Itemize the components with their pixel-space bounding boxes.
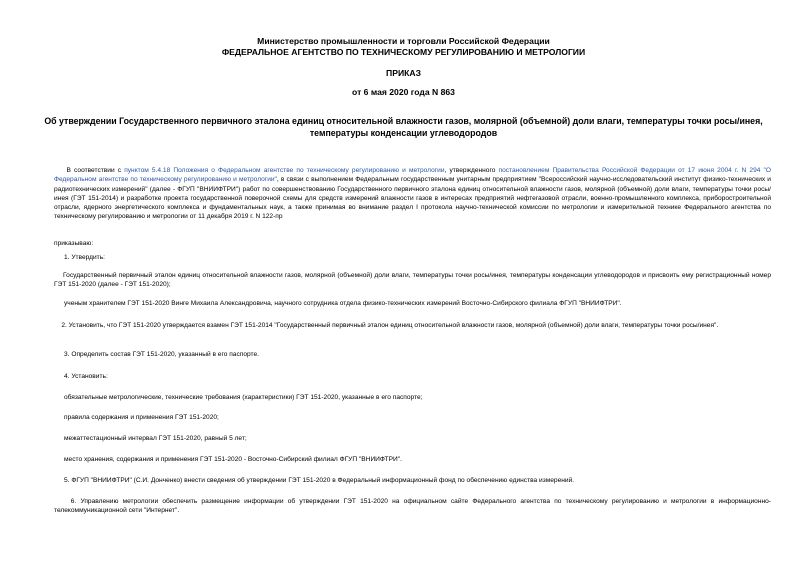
- document-title-line-2: температуры конденсации углеводородов: [309, 127, 498, 138]
- clause-1-standard: [54, 271, 771, 290]
- preamble-text-2: , утвержденного: [444, 167, 499, 174]
- clause-4: 4. Установить:: [64, 373, 108, 380]
- clause-1-standard-text: Государственный первичный эталон единиц относительной влажности газов, молярной (объемной) доли влаги, температуры точки росы/инея, температуры конденсации углеводородов и присвоить ему регистрационный номер ГЭТ 151-2020 (далее - ГЭТ 151-2020);: [54, 272, 772, 289]
- clause-2-text: 2. Установить, что ГЭТ 151-2020 утверждается взамен ГЭТ 151-2014 "Государственный первичный эталон единиц относительной влажности газов, молярной (объемной) доли влаги, температуры точки росы/инея".: [61, 322, 719, 329]
- clause-6-text: 6. Управлению метрологии обеспечить размещение информации об утверждении ГЭТ 151-2020 на официальном сайте Федерального агентства по техническому регулированию и метрологии в информационно-телекоммуникационной сети "Интернет".: [54, 498, 771, 515]
- document-date-number: от 6 мая 2020 года N 863: [352, 87, 455, 97]
- clause-5: 5. ФГУП "ВНИИФТРИ" (С.И. Донченко) внести сведения об утверждении ГЭТ 151-2020 в Федеральный информационный фонд по обеспечению единства измерений.: [64, 477, 575, 484]
- document-title: [40, 116, 767, 139]
- government-decree-link[interactable]: постановлением Правительства Российской Федерации от 17 июня 2004 г. N 294 "О Федеральном агентстве по техническому регулированию и метрологии": [54, 167, 772, 184]
- preamble-text-1: В соответствии с: [66, 167, 125, 174]
- clause-4-interval: межаттестационный интервал ГЭТ 151-2020, равный 5 лет;: [64, 435, 247, 442]
- clause-1-custodian: ученым хранителем ГЭТ 151-2020 Винге Михаила Александровича, научного сотрудника отдела физико-технических измерений Восточно-Сибирского филиала ФГУП "ВНИИФТРИ".: [64, 300, 622, 307]
- clause-6: [54, 497, 771, 516]
- document-type: ПРИКАЗ: [386, 68, 421, 78]
- clause-2: [54, 321, 771, 330]
- document-title-line-1: Об утверждении Государственного первичного эталона единиц относительной влажности газов, молярной (объемной) доли влаги, температуры точки росы/инея,: [44, 116, 763, 126]
- clause-3: 3. Определить состав ГЭТ 151-2020, указанный в его паспорте.: [64, 351, 259, 358]
- order-verb: приказываю:: [54, 240, 94, 247]
- ministry-name: Министерство промышленности и торговли Российской Федерации: [257, 36, 550, 46]
- preamble-paragraph: [54, 166, 771, 222]
- regulation-link[interactable]: пунктом 5.4.18 Положения о Федеральном агентстве по техническому регулированию и метрологии: [124, 167, 445, 174]
- agency-name: ФЕДЕРАЛЬНОЕ АГЕНТСТВО ПО ТЕХНИЧЕСКОМУ РЕГУЛИРОВАНИЮ И МЕТРОЛОГИИ: [221, 47, 586, 57]
- preamble-text-3: , в связи с выполнением Федеральным государственным унитарным предприятием "Всероссийский научно-исследовательский институт физико-технических и радиотехнических измерений" (далее - ФГУП "ВНИИФТРИ") работ по совершенствованию Государственного первичного эталона единиц относительной влажности газов, молярной (объемной) доли влаги, температуры точки росы/инея (ГЭТ 151-2014) и разработке проекта государственной поверочной схемы для средств измерений влажности газов в интересах предприятий нефтегазовой отрасли, военно-промышленного комплекса, приборостроительной отрасли, ядерного энергетического комплекса и фундаментальных наук, а также принимая во внимание раздел I протокола научно-технической комиссии по метрологии и измерительной технике Федерального агентства по техническому регулированию и метрологии от 11 декабря 2019 г. N 122-пр: [54, 176, 771, 221]
- clause-4-location: место хранения, содержания и применения ГЭТ 151-2020 - Восточно-Сибирский филиал ФГУП "ВНИИФТРИ".: [64, 456, 402, 463]
- document-header: [0, 36, 807, 58]
- clause-1: 1. Утвердить:: [64, 254, 105, 261]
- clause-4-rules: правила содержания и применения ГЭТ 151-2020;: [64, 414, 219, 421]
- clause-4-requirements: обязательные метрологические, технические требования (характеристики) ГЭТ 151-2020, указанные в его паспорте;: [64, 394, 423, 401]
